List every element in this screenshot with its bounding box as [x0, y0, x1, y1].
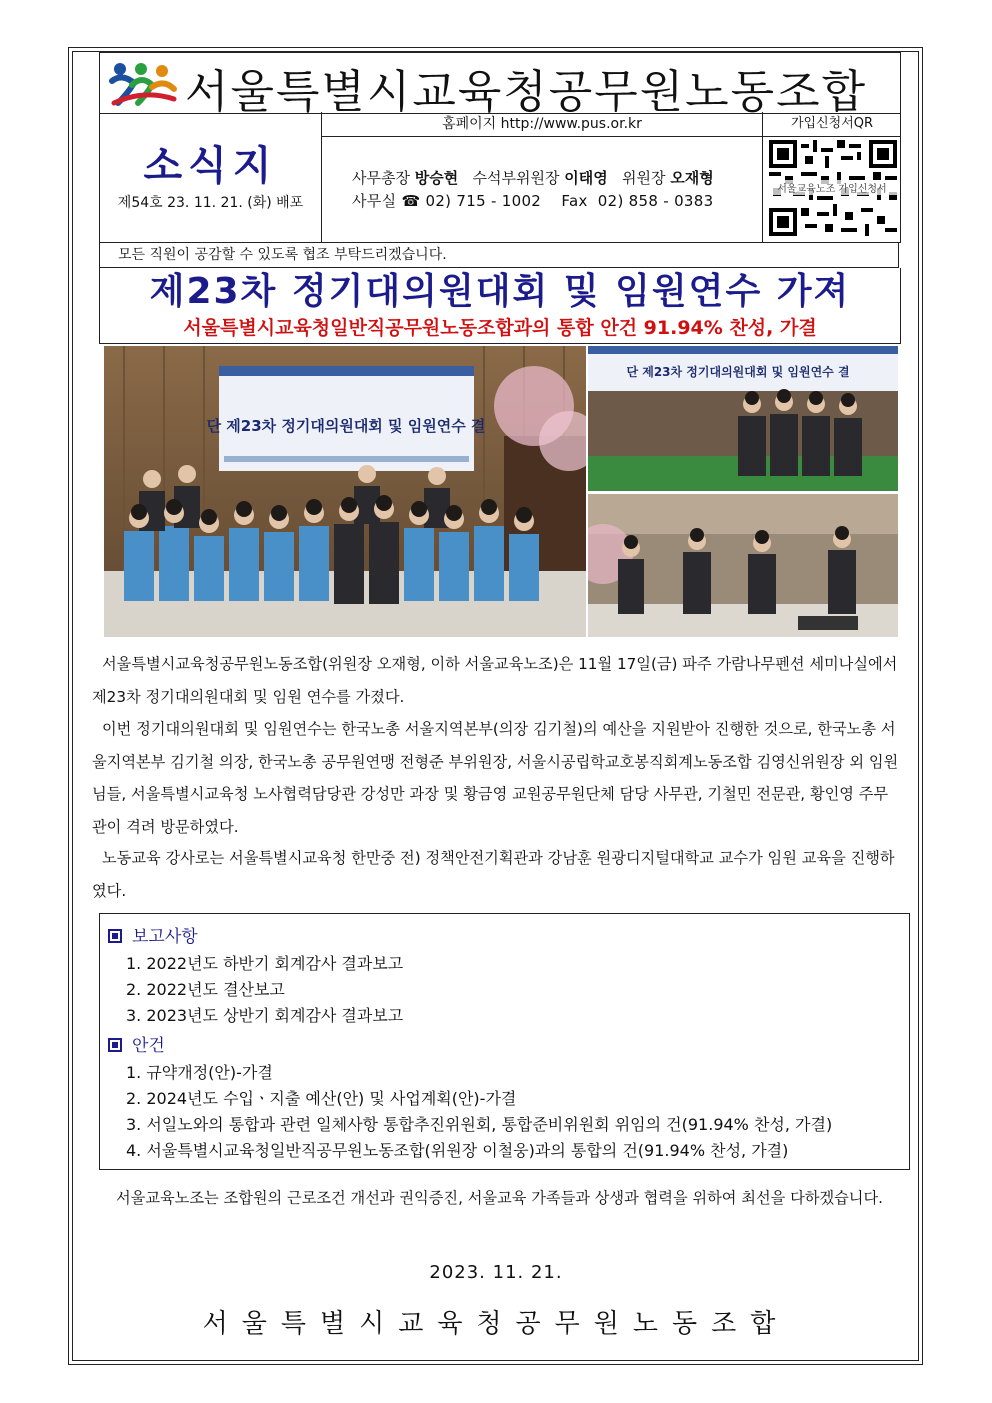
issue-cell	[100, 112, 322, 242]
office-contact: 사무실 ☎ 02) 715 - 1002 Fax 02) 858 - 0383	[352, 192, 714, 210]
body-paragraph-3: 노동교육 강사로는 서울특별시교육청 한만중 전) 정책안전기획관과 강남훈 원광디지털대학교 교수가 임원 교육을 진행하였다.	[92, 849, 895, 900]
photo-banner-text: 단 제23차 정기대의원대회 및 임원연수 결	[206, 417, 486, 435]
contact-cell	[322, 112, 762, 242]
lecture-photo	[588, 494, 898, 637]
info-row	[99, 112, 901, 243]
cooperation-notice: 모든 직원이 공감할 수 있도록 협조 부탁드리겠습니다.	[99, 242, 899, 268]
headline-subtitle: 서울특별시교육청일반직공무원노동조합과의 통합 안건 91.94% 찬성, 가결	[183, 317, 817, 339]
newsletter-header	[99, 52, 901, 339]
guests-photo	[588, 346, 898, 491]
officers-line: 사무총장 방승현 수석부위원장 이태영 위원장 오재형	[352, 169, 714, 187]
list-item: 3. 서일노와의 통합과 관련 일체사항 통합추진위원회, 통합준비위원회 위임의 건(91.94% 찬성, 가결)	[126, 1115, 833, 1134]
list-item: 1. 규약개정(안)-가결	[126, 1063, 273, 1082]
square-bullet-icon	[108, 1038, 122, 1052]
list-item: 3. 2023년도 상반기 회계감사 결과보고	[126, 1006, 404, 1025]
photo-banner-small-text: 단 제23차 정기대의원대회 및 임원연수 결	[626, 365, 850, 379]
list-item: 2. 2024년도 수입ㆍ지출 예산(안) 및 사업계획(안)-가결	[126, 1089, 517, 1108]
list-item: 2. 2022년도 결산보고	[126, 980, 285, 999]
publish-date: 2023. 11. 21.	[429, 1262, 563, 1283]
list-item: 4. 서울특별시교육청일반직공무원노동조합(위원장 이철웅)과의 통합의 건(91.94% 찬성, 가결)	[126, 1141, 789, 1160]
group-photo	[104, 346, 586, 637]
qr-label: 가입신청서QR	[763, 112, 901, 137]
square-bullet-icon	[108, 929, 122, 943]
signature: 서울특별시교육청공무원노동조합	[202, 1309, 790, 1339]
union-title: 서울특별시교육청공무원노동조합	[185, 65, 868, 118]
headline-title: 제23차 정기대의원대회 및 임원연수 가져	[149, 271, 851, 312]
qr-cell	[762, 112, 901, 242]
event-photos	[104, 346, 898, 637]
newsletter-label: 소식지	[143, 143, 278, 189]
agenda-section-title: 안건	[108, 1031, 165, 1056]
union-logo-icon	[108, 59, 178, 107]
qr-caption: 서울교육노조 가입신청서	[765, 180, 899, 195]
issue-line: 제54호 23. 11. 21. (화) 배포	[117, 195, 304, 211]
title-bar	[99, 52, 901, 118]
closing-statement: 서울교육노조는 조합원의 근로조건 개선과 권익증진, 서울교육 가족들과 상생과 협력을 위하여 최선을 다하겠습니다.	[116, 1189, 883, 1207]
body-paragraph-1: 서울특별시교육청공무원노동조합(위원장 오재형, 이하 서울교육노조)은 11월 17일(금) 파주 가람나무펜션 세미나실에서 제23차 정기대의원대회 및 임원 연수를 가졌다.	[92, 655, 898, 706]
homepage-link[interactable]: 홈페이지 http://www.pus.or.kr	[322, 112, 762, 137]
report-section-title: 보고사항	[108, 922, 198, 947]
body-paragraph-2: 이번 정기대의원대회 및 임원연수는 한국노총 서울지역본부(의장 김기철)의 예산을 지원받아 진행한 것으로, 한국노총 서울지역본부 김기철 의장, 한국노총 공무원연맹 전형준 부위원장, 서울시공립학교호봉직회계노동조합 김영신위원장 외 임원님들, 서울특별시교육청 노사협력담당관 강성만 과장 및 황금영 교원공무원단체 담당 사무관, 기철민 전문관, 황인영 주무관이 격려 방문하였다.	[92, 720, 899, 836]
headline-box	[99, 268, 901, 344]
agenda-box	[99, 913, 910, 1170]
list-item: 1. 2022년도 하반기 회계감사 결과보고	[126, 954, 404, 973]
